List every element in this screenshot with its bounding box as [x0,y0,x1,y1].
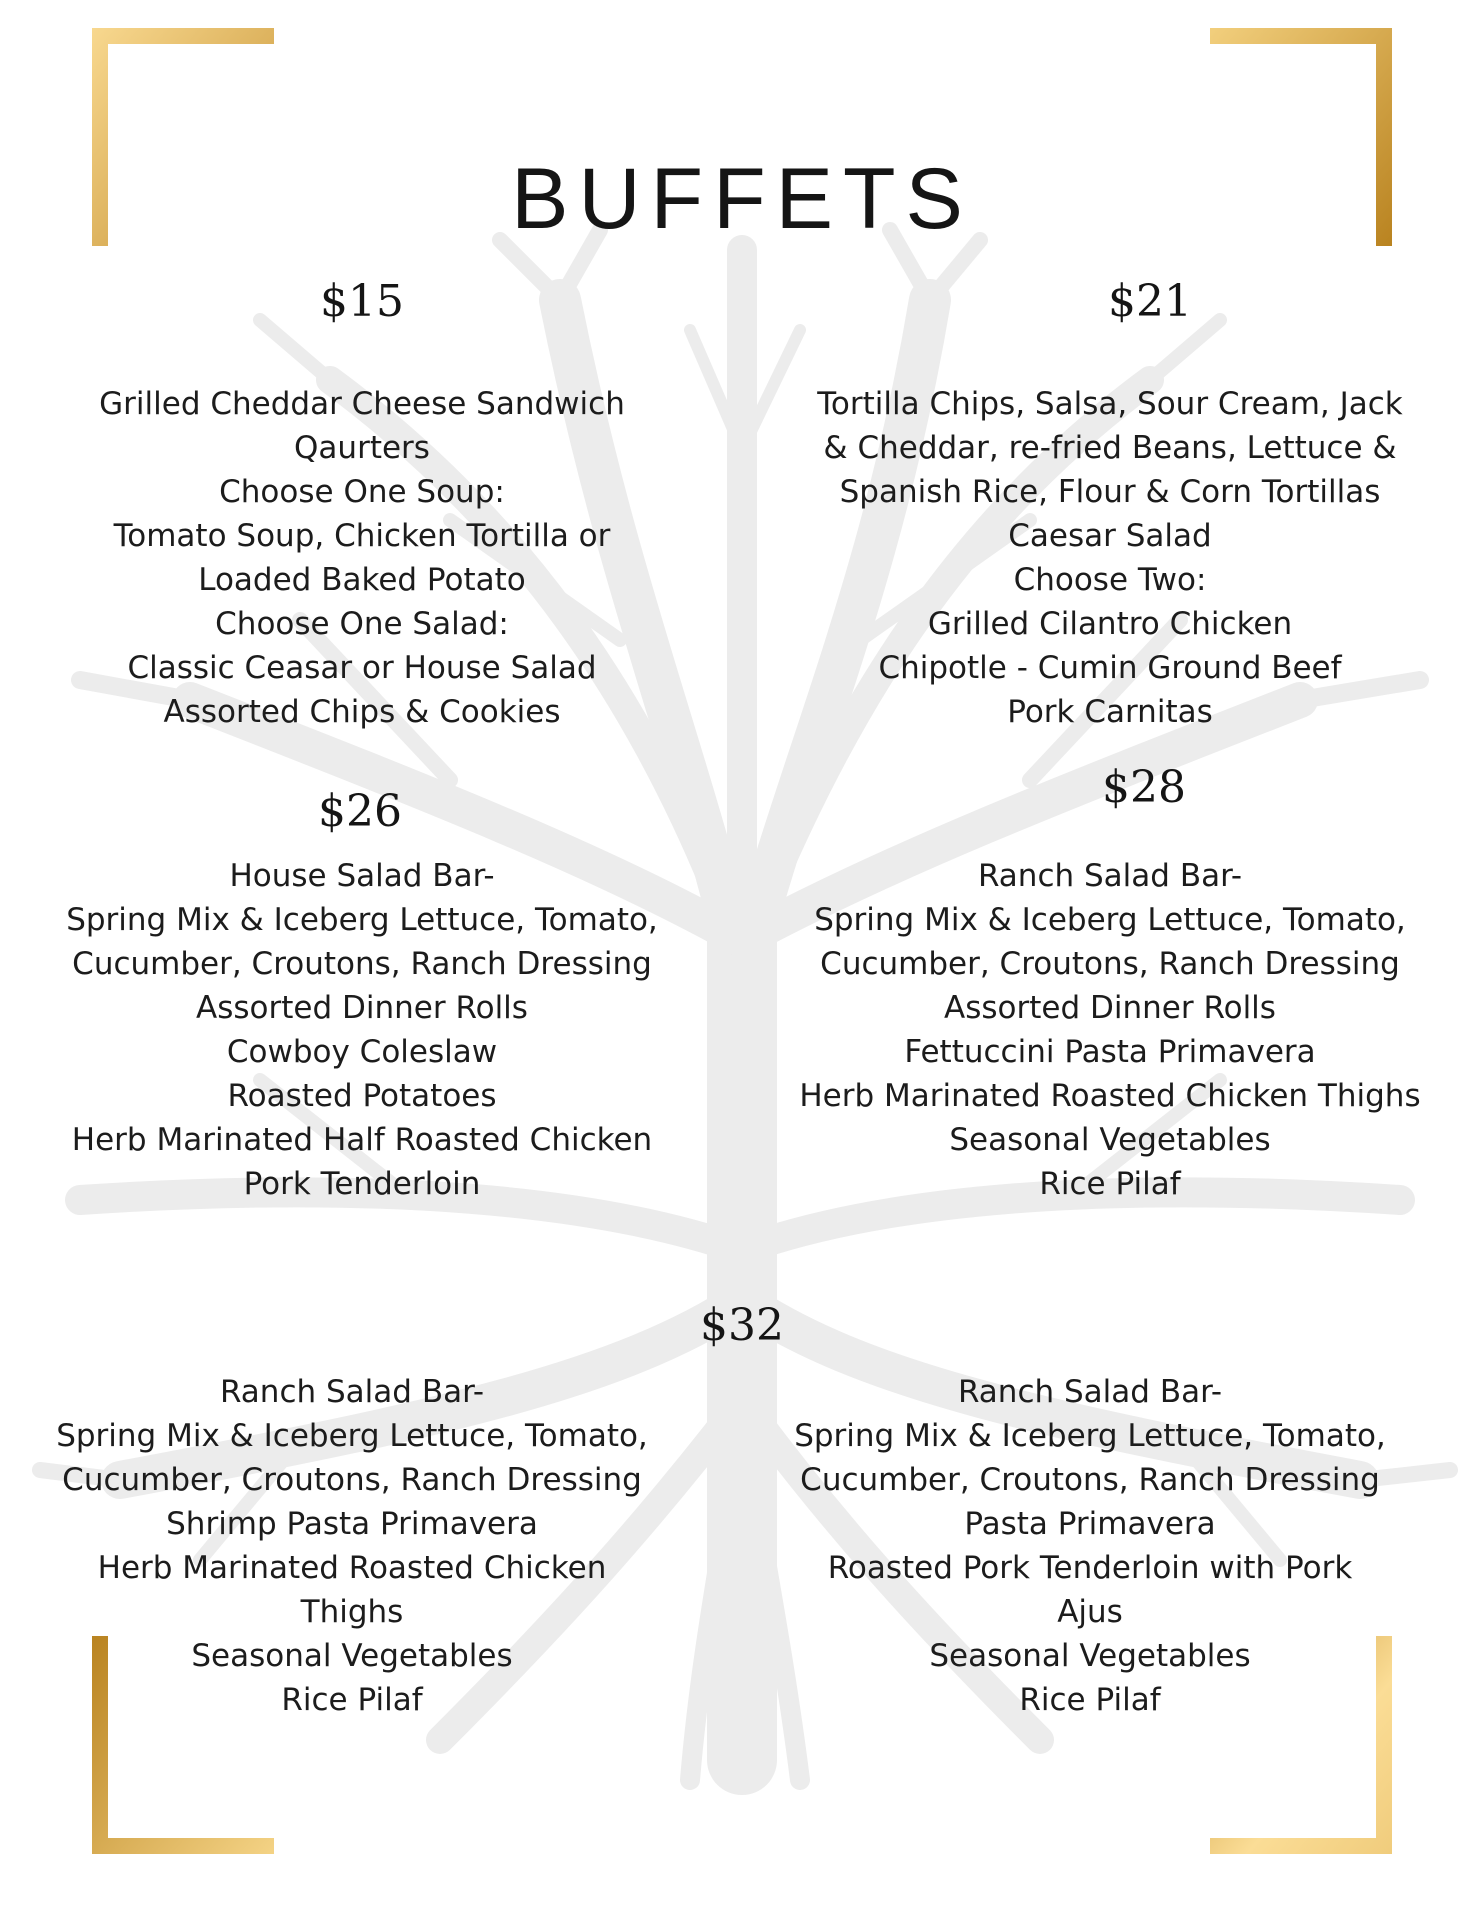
page-title: BUFFETS [511,151,973,247]
list-item: Spring Mix & Iceberg Lettuce, Tomato, [794,1418,1386,1454]
list-item: Cucumber, Croutons, Ranch Dressing [72,946,652,982]
list-item: Ajus [1057,1594,1123,1630]
list-item: Cucumber, Croutons, Ranch Dressing [62,1462,642,1498]
list-item: Choose One Soup: [219,474,505,510]
list-item: Rice Pilaf [1019,1682,1161,1718]
list-item: Spring Mix & Iceberg Lettuce, Tomato, [56,1418,648,1454]
list-item: Rice Pilaf [281,1682,423,1718]
list-item: Cowboy Coleslaw [226,1034,498,1070]
list-item: Tortilla Chips, Salsa, Sour Cream, Jack [817,386,1403,422]
buffet-32-left-items [32,1370,672,1722]
price-21: $21 [1108,276,1192,327]
list-item: Grilled Cheddar Cheese Sandwich [99,386,625,422]
price-15: $15 [320,276,404,327]
list-item: Thighs [300,1594,404,1630]
list-item: Fettuccini Pasta Primavera [904,1034,1316,1070]
list-item: Seasonal Vegetables [191,1638,513,1674]
list-item: Shrimp Pasta Primavera [166,1506,538,1542]
price-32: $32 [700,1300,784,1351]
list-item: Pork Carnitas [1007,694,1213,730]
list-item: Pasta Primavera [964,1506,1216,1542]
buffet-28-items [780,854,1440,1206]
list-item: Pork Tenderloin [243,1166,481,1202]
buffet-26-items [42,854,682,1206]
list-item: Spring Mix & Iceberg Lettuce, Tomato, [814,902,1406,938]
list-item: Herb Marinated Half Roasted Chicken [71,1122,653,1158]
price-28: $28 [1102,762,1186,813]
list-item: Qaurters [294,430,430,466]
list-item: Cucumber, Croutons, Ranch Dressing [800,1462,1380,1498]
list-item: House Salad Bar- [229,858,495,894]
list-item: Assorted Dinner Rolls [196,990,528,1026]
list-item: Ranch Salad Bar- [219,1374,485,1410]
list-item: Seasonal Vegetables [949,1122,1271,1158]
list-item: Choose Two: [1013,562,1207,598]
list-item: Tomato Soup, Chicken Tortilla or [113,518,611,554]
price-26: $26 [318,786,402,837]
list-item: Roasted Potatoes [227,1078,497,1114]
list-item: Ranch Salad Bar- [977,858,1243,894]
list-item: Choose One Salad: [215,606,509,642]
list-item: Ranch Salad Bar- [957,1374,1223,1410]
list-item: & Cheddar, re-fried Beans, Lettuce & [823,430,1397,466]
list-item: Spring Mix & Iceberg Lettuce, Tomato, [66,902,658,938]
list-item: Spanish Rice, Flour & Corn Tortillas [839,474,1381,510]
list-item: Loaded Baked Potato [198,562,526,598]
list-item: Grilled Cilantro Chicken [927,606,1293,642]
list-item: Herb Marinated Roasted Chicken Thighs [799,1078,1421,1114]
buffet-21-items [790,382,1430,734]
list-item: Caesar Salad [1008,518,1212,554]
buffet-32-right-items [770,1370,1410,1722]
list-item: Rice Pilaf [1039,1166,1181,1202]
list-item: Seasonal Vegetables [929,1638,1251,1674]
list-item: Roasted Pork Tenderloin with Pork [827,1550,1353,1586]
list-item: Chipotle - Cumin Ground Beef [878,650,1342,686]
list-item: Classic Ceasar or House Salad [127,650,597,686]
list-item: Cucumber, Croutons, Ranch Dressing [820,946,1400,982]
buffet-15-items [62,382,662,734]
list-item: Herb Marinated Roasted Chicken [97,1550,607,1586]
list-item: Assorted Dinner Rolls [944,990,1276,1026]
list-item: Assorted Chips & Cookies [163,694,561,730]
